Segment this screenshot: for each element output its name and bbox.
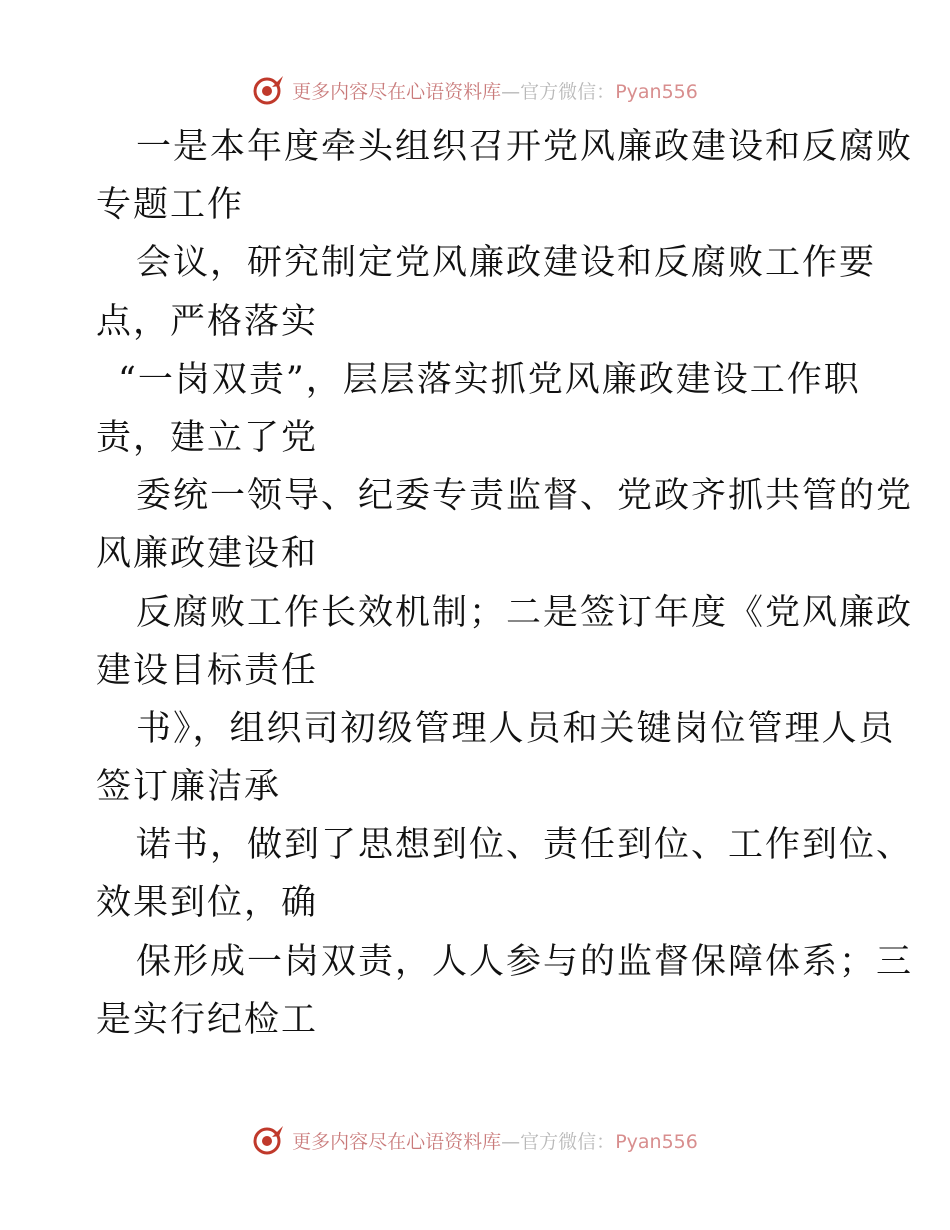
text-line: 效果到位，确 [96, 883, 319, 924]
watermark-contact-id: Pyan556 [615, 80, 698, 103]
text-line: 一是本年度牵头组织召开党风廉政建设和反腐败 [136, 127, 914, 167]
watermark-contact-label: 官方微信： [520, 1130, 616, 1153]
quill-logo-icon [252, 1123, 286, 1157]
header-watermark [0, 70, 950, 110]
text-line: 责，建立了党 [96, 417, 319, 458]
watermark-text [292, 77, 698, 104]
watermark-contact-label: 官方微信： [520, 80, 616, 103]
text-line: “一岗双责”，层层落实抓党风廉政建设工作职 [118, 359, 861, 400]
text-line: 委统一领导、纪委专责监督、党政齐抓共管的党 [136, 476, 914, 517]
footer-watermark [0, 1120, 950, 1160]
watermark-site: 更多内容尽在心语资料库 [292, 1130, 502, 1153]
watermark-text [292, 1127, 698, 1154]
text-line: 会议，研究制定党风廉政建设和反腐败工作要 [136, 243, 877, 284]
watermark-separator: — [501, 1130, 521, 1153]
text-line: 签订廉洁承 [96, 767, 282, 808]
document-body [96, 118, 914, 1049]
text-line: 建设目标责任 [96, 650, 319, 691]
watermark-contact-id: Pyan556 [615, 1130, 698, 1153]
watermark-site: 更多内容尽在心语资料库 [292, 80, 502, 103]
quill-logo-icon [252, 73, 286, 107]
text-line: 书》，组织司初级管理人员和关键岗位管理人员 [136, 708, 896, 749]
text-line: 点，严格落实 [96, 301, 319, 342]
text-line: 反腐败工作长效机制；二是签订年度《党风廉政 [136, 592, 914, 633]
text-line: 保形成一岗双责，人人参与的监督保障体系；三 [136, 941, 914, 982]
text-line: 风廉政建设和 [96, 534, 319, 575]
text-line: 诺书，做到了思想到位、责任到位、工作到位、 [136, 825, 914, 866]
watermark-separator: — [501, 80, 521, 103]
text-line: 专题工作 [96, 185, 245, 226]
text-line: 是实行纪检工 [96, 999, 319, 1040]
